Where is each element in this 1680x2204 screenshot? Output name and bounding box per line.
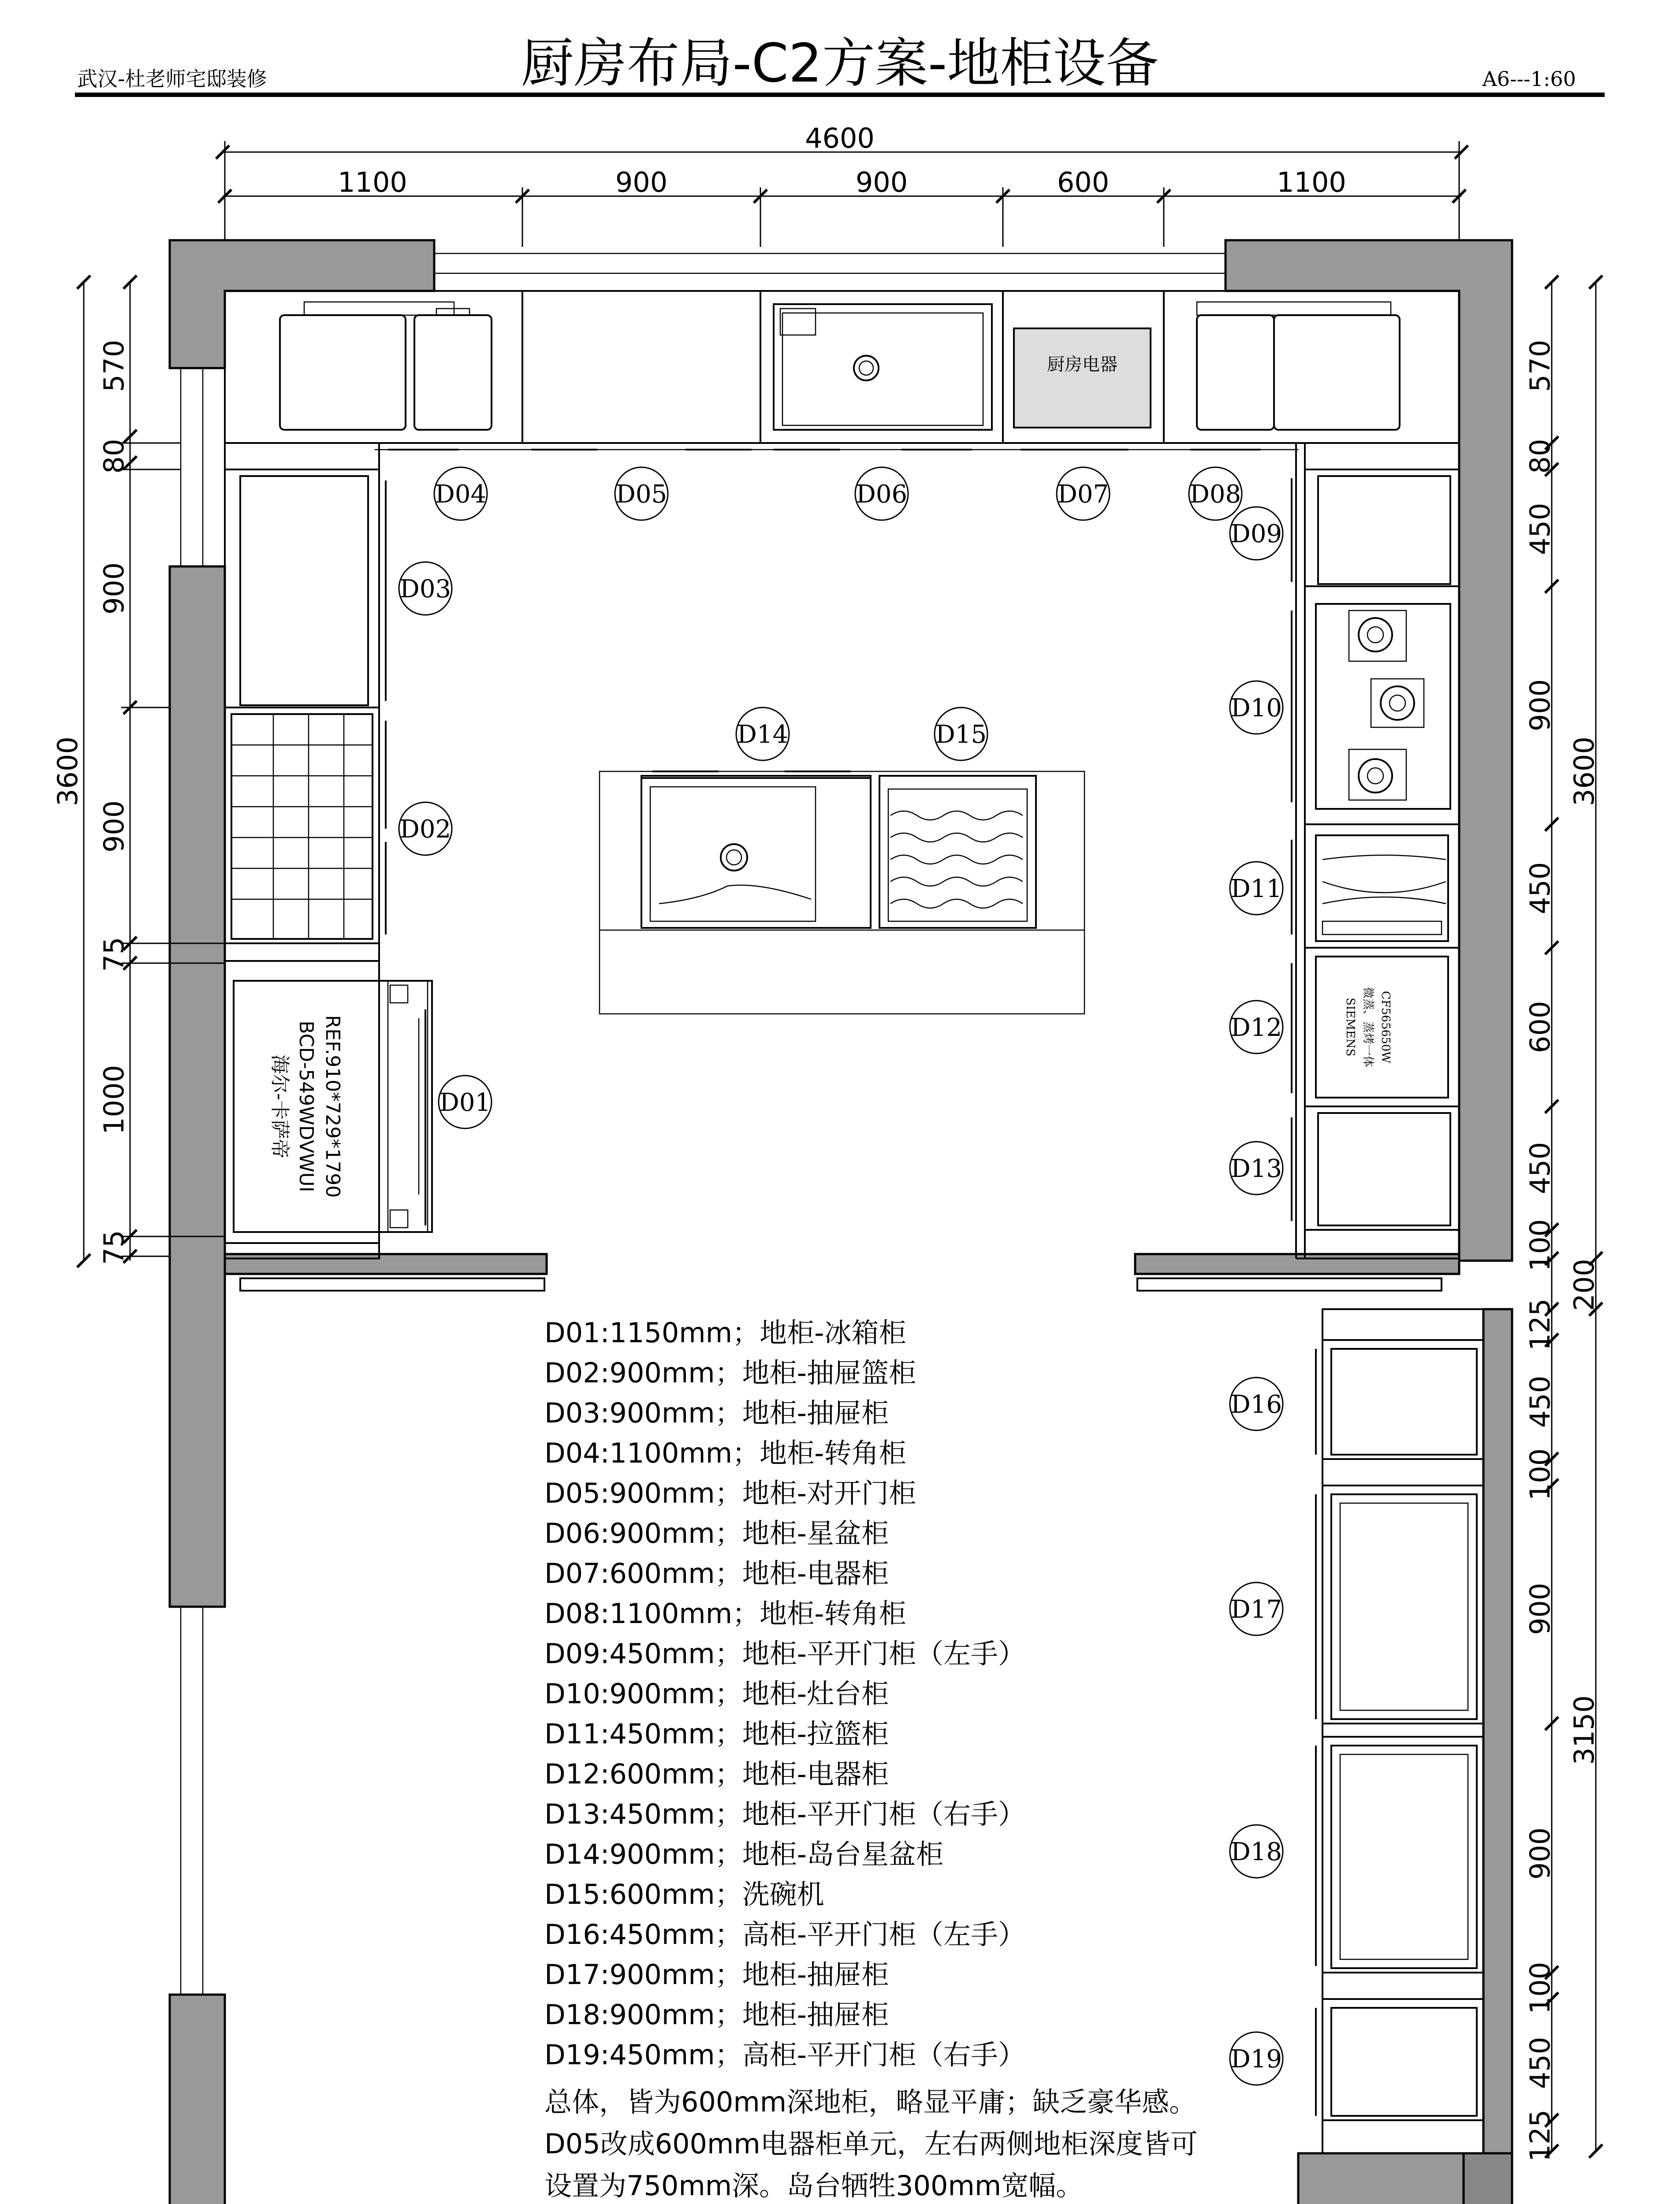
dim-left-7: 75 <box>98 1230 130 1265</box>
dim-top-2: 900 <box>615 166 668 198</box>
kitchen-appliance-box <box>1014 328 1151 428</box>
dim-right-lower-8: 125 <box>1524 2109 1556 2162</box>
oven-label-3: SIEMENS <box>1344 998 1357 1057</box>
oven-label-1: CF565650W <box>1379 991 1392 1063</box>
tag-d02 <box>399 802 452 855</box>
legend-line: D04:1100mm；地柜-转角柜 <box>544 1437 906 1469</box>
tag-d08 <box>1189 467 1242 520</box>
dim-right-lower-4: 900 <box>1524 1582 1556 1635</box>
legend-line: D18:900mm；地柜-抽屉柜 <box>544 1999 889 2031</box>
top-right-corner-bins <box>1197 302 1400 430</box>
dim-right-2: 80 <box>1524 439 1556 474</box>
svg-text:D01: D01 <box>439 1088 491 1117</box>
fridge <box>234 981 432 1232</box>
dim-right-4: 900 <box>1524 679 1556 732</box>
legend-line: D01:1150mm；地柜-冰箱柜 <box>544 1317 906 1349</box>
tag-d10 <box>1230 681 1283 734</box>
legend-line: D05:900mm；地柜-对开门柜 <box>544 1477 916 1509</box>
tag-d03 <box>399 562 452 615</box>
dim-left-1: 570 <box>98 339 130 392</box>
svg-text:D17: D17 <box>1230 1595 1282 1624</box>
tag-d18 <box>1230 1825 1283 1878</box>
svg-text:D08: D08 <box>1189 480 1241 509</box>
legend-line: D15:600mm；洗碗机 <box>544 1878 824 1910</box>
walls <box>170 240 1512 2204</box>
top-dimensions <box>216 122 1468 247</box>
tag-d09 <box>1230 507 1283 560</box>
legend-line: D10:900mm；地柜-灶台柜 <box>544 1678 889 1710</box>
svg-text:D06: D06 <box>856 480 908 509</box>
dim-right-lower-2: 450 <box>1524 1375 1556 1428</box>
legend-line: D06:900mm；地柜-星盆柜 <box>544 1517 889 1549</box>
dim-right-total-lower: 3150 <box>1568 1695 1600 1765</box>
tag-d04 <box>434 467 487 520</box>
dim-top-5: 1100 <box>1277 166 1346 198</box>
svg-text:D11: D11 <box>1230 875 1282 903</box>
tag-d13 <box>1230 1142 1283 1195</box>
legend-line: D14:900mm；地柜-岛台星盆柜 <box>544 1838 944 1870</box>
tag-d16 <box>1230 1378 1283 1430</box>
right-lower-cabinets <box>1316 1309 1483 2153</box>
dim-right-1: 570 <box>1524 339 1556 392</box>
note-line: 总体，皆为600mm深地柜，略显平庸；缺乏豪华感。 <box>544 2086 1197 2118</box>
svg-text:D04: D04 <box>435 480 487 509</box>
dim-right-lower-7: 450 <box>1524 2036 1556 2089</box>
page-title: 厨房布局-C2方案-地柜设备 <box>521 33 1159 94</box>
tag-d11 <box>1230 862 1283 915</box>
svg-text:D18: D18 <box>1230 1838 1282 1866</box>
note-line: D05改成600mm电器柜单元，左右两侧地柜深度皆可 <box>544 2128 1198 2160</box>
right-upper-cabinets <box>1292 443 1459 1258</box>
svg-text:D07: D07 <box>1057 480 1109 509</box>
legend-line: D16:450mm；高柜-平开门柜（左手） <box>544 1918 1026 1951</box>
fridge-brand: 海尔-卡萨帝 <box>268 1054 291 1158</box>
design-notes <box>544 2086 1198 2202</box>
dim-right-6: 600 <box>1524 1001 1556 1054</box>
svg-text:D10: D10 <box>1230 694 1282 722</box>
legend-line: D17:900mm；地柜-抽屉柜 <box>544 1958 889 1991</box>
tag-d06 <box>855 467 908 520</box>
dim-right-lower-6: 100 <box>1524 1962 1556 2014</box>
dim-left-total: 3600 <box>52 737 84 806</box>
top-sink <box>774 304 992 430</box>
dim-right-3: 450 <box>1524 503 1556 555</box>
legend-line: D03:900mm；地柜-抽屉柜 <box>544 1397 889 1429</box>
header-left-label: 武汉-杜老师宅邸装修 <box>77 67 267 91</box>
tag-d05 <box>615 467 668 520</box>
svg-text:D02: D02 <box>399 815 451 844</box>
legend-line: D07:600mm；地柜-电器柜 <box>544 1557 889 1590</box>
legend-line: D09:450mm；地柜-平开门柜（左手） <box>544 1638 1026 1670</box>
tag-d07 <box>1057 467 1110 520</box>
oven-label-2: 微蒸、蒸烤一体 <box>1361 987 1375 1068</box>
svg-text:D12: D12 <box>1230 1013 1282 1042</box>
legend-line: D13:450mm；地柜-平开门柜（右手） <box>544 1798 1026 1830</box>
dim-right-5: 450 <box>1524 862 1556 915</box>
legend-line: D12:600mm；地柜-电器柜 <box>544 1758 889 1790</box>
dim-left-5: 75 <box>98 937 130 972</box>
dim-left-6: 1000 <box>98 1065 130 1135</box>
fridge-model: BCD-549WDVWUI <box>295 1020 317 1192</box>
kitchen-appliance-label: 厨房电器 <box>1047 354 1118 375</box>
tag-d15 <box>935 707 987 760</box>
svg-text:D19: D19 <box>1230 2045 1282 2074</box>
svg-text:D15: D15 <box>935 720 987 749</box>
legend-line: D08:1100mm；地柜-转角柜 <box>544 1597 906 1630</box>
dim-top-4: 600 <box>1057 166 1110 198</box>
svg-text:D13: D13 <box>1230 1154 1282 1183</box>
svg-text:D03: D03 <box>399 575 451 603</box>
fridge-ref: REF.910*729*1790 <box>321 1015 344 1198</box>
legend-line: D11:450mm；地柜-拉篮柜 <box>544 1718 889 1750</box>
svg-text:D09: D09 <box>1230 520 1282 548</box>
dim-right-lower-3: 100 <box>1524 1448 1556 1501</box>
tag-d19 <box>1230 2032 1283 2085</box>
dim-right-8: 100 <box>1524 1219 1556 1272</box>
top-left-corner-bins <box>280 302 492 430</box>
dim-left-2: 80 <box>98 439 130 474</box>
dim-right-lower-1: 125 <box>1524 1298 1556 1351</box>
legend-line: D02:900mm；地柜-抽屉篮柜 <box>544 1357 916 1389</box>
svg-text:D14: D14 <box>737 720 789 749</box>
tag-d12 <box>1230 1001 1283 1054</box>
tag-d01 <box>439 1076 492 1128</box>
tag-d14 <box>736 707 789 760</box>
svg-text:D16: D16 <box>1230 1390 1282 1419</box>
cabinet-legend <box>544 1317 1025 2071</box>
dim-right-7: 450 <box>1524 1142 1556 1195</box>
note-line: 设置为750mm深。岛台牺牲300mm宽幅。 <box>544 2170 1084 2202</box>
right-dimensions <box>1524 276 1602 2162</box>
dim-right-200: 200 <box>1568 1258 1600 1311</box>
dim-top-total: 4600 <box>805 122 875 154</box>
legend-line: D19:450mm；高柜-平开门柜（右手） <box>544 2039 1026 2071</box>
dim-left-4: 900 <box>98 800 130 853</box>
dim-right-total-upper: 3600 <box>1568 737 1600 806</box>
dim-right-lower-5: 900 <box>1524 1827 1556 1880</box>
island <box>600 771 1084 1014</box>
dim-left-3: 900 <box>98 562 130 615</box>
tag-d17 <box>1230 1582 1283 1635</box>
dim-top-3: 900 <box>855 166 908 198</box>
svg-text:D05: D05 <box>615 480 667 509</box>
scale-label: A6---1:60 <box>1482 67 1576 91</box>
dim-top-1: 1100 <box>338 166 407 198</box>
